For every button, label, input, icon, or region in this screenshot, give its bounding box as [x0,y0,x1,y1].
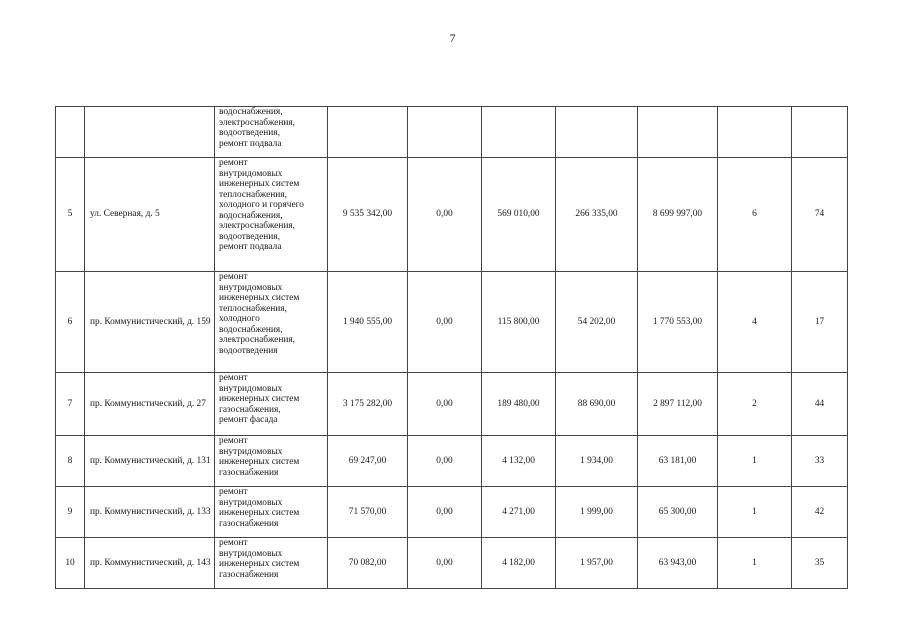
residents-count-cell [792,107,848,158]
fund-amount-cell: 0,00 [408,436,482,487]
local-budget-cell: 88 690,00 [556,373,638,436]
table-row [56,158,848,272]
owners-amount-cell: 63 181,00 [638,436,718,487]
total-cost-cell: 3 175 282,00 [328,373,408,436]
total-cost-cell [328,107,408,158]
residents-count-cell: 17 [792,272,848,373]
residents-count-cell: 35 [792,538,848,589]
table-row [56,107,848,158]
local-budget-cell: 1 934,00 [556,436,638,487]
row-number-cell: 6 [56,272,85,373]
fund-amount-cell [408,107,482,158]
budget-amount-cell: 569 010,00 [482,158,556,272]
work-type-cell: водоснабжения, электроснабжения, водоотведения, ремонт подвала [215,107,328,158]
address-cell [85,107,215,158]
budget-amount-cell: 4 271,00 [482,487,556,538]
table-row [56,436,848,487]
work-type-cell: ремонт внутридомовых инженерных систем газоснабжения [215,436,328,487]
table-row [56,487,848,538]
count-cell: 1 [718,538,792,589]
fund-amount-cell: 0,00 [408,272,482,373]
owners-amount-cell [638,107,718,158]
row-number-cell [56,107,85,158]
count-cell: 6 [718,158,792,272]
total-cost-cell: 70 082,00 [328,538,408,589]
local-budget-cell: 1 957,00 [556,538,638,589]
residents-count-cell: 44 [792,373,848,436]
total-cost-cell: 71 570,00 [328,487,408,538]
budget-amount-cell: 4 182,00 [482,538,556,589]
table-row [56,373,848,436]
count-cell: 2 [718,373,792,436]
address-cell: пр. Коммунистический, д. 159 [85,272,215,373]
count-cell [718,107,792,158]
work-type-cell: ремонт внутридомовых инженерных систем теплоснабжения, холодного и горячего водоснабжения, электроснабжения, водоотведения, ремонт подвала [215,158,328,272]
work-type-cell: ремонт внутридомовых инженерных систем газоснабжения [215,538,328,589]
row-number-cell: 7 [56,373,85,436]
row-number-cell: 9 [56,487,85,538]
owners-amount-cell: 8 699 997,00 [638,158,718,272]
fund-amount-cell: 0,00 [408,373,482,436]
row-number-cell: 8 [56,436,85,487]
work-type-cell: ремонт внутридомовых инженерных систем газоснабжения [215,487,328,538]
row-number-cell: 5 [56,158,85,272]
owners-amount-cell: 65 300,00 [638,487,718,538]
address-cell: пр. Коммунистический, д. 133 [85,487,215,538]
count-cell: 1 [718,436,792,487]
local-budget-cell: 1 999,00 [556,487,638,538]
work-type-cell: ремонт внутридомовых инженерных систем газоснабжения, ремонт фасада [215,373,328,436]
budget-amount-cell: 189 480,00 [482,373,556,436]
total-cost-cell: 9 535 342,00 [328,158,408,272]
local-budget-cell: 54 202,00 [556,272,638,373]
address-cell: пр. Коммунистический, д. 143 [85,538,215,589]
residents-count-cell: 42 [792,487,848,538]
budget-amount-cell [482,107,556,158]
address-cell: ул. Северная, д. 5 [85,158,215,272]
total-cost-cell: 69 247,00 [328,436,408,487]
work-type-cell: ремонт внутридомовых инженерных систем теплоснабжения, холодного водоснабжения, электроснабжения, водоотведения [215,272,328,373]
residents-count-cell: 74 [792,158,848,272]
table-row [56,272,848,373]
count-cell: 1 [718,487,792,538]
budget-amount-cell: 115 800,00 [482,272,556,373]
residents-count-cell: 33 [792,436,848,487]
local-budget-cell: 266 335,00 [556,158,638,272]
owners-amount-cell: 2 897 112,00 [638,373,718,436]
fund-amount-cell: 0,00 [408,487,482,538]
table-row [56,538,848,589]
total-cost-cell: 1 940 555,00 [328,272,408,373]
address-cell: пр. Коммунистический, д. 27 [85,373,215,436]
fund-amount-cell: 0,00 [408,158,482,272]
owners-amount-cell: 63 943,00 [638,538,718,589]
count-cell: 4 [718,272,792,373]
row-number-cell: 10 [56,538,85,589]
page-number: 7 [449,31,456,45]
table-body [56,107,848,589]
works-table [55,106,848,589]
budget-amount-cell: 4 132,00 [482,436,556,487]
local-budget-cell [556,107,638,158]
address-cell: пр. Коммунистический, д. 131 [85,436,215,487]
fund-amount-cell: 0,00 [408,538,482,589]
owners-amount-cell: 1 770 553,00 [638,272,718,373]
